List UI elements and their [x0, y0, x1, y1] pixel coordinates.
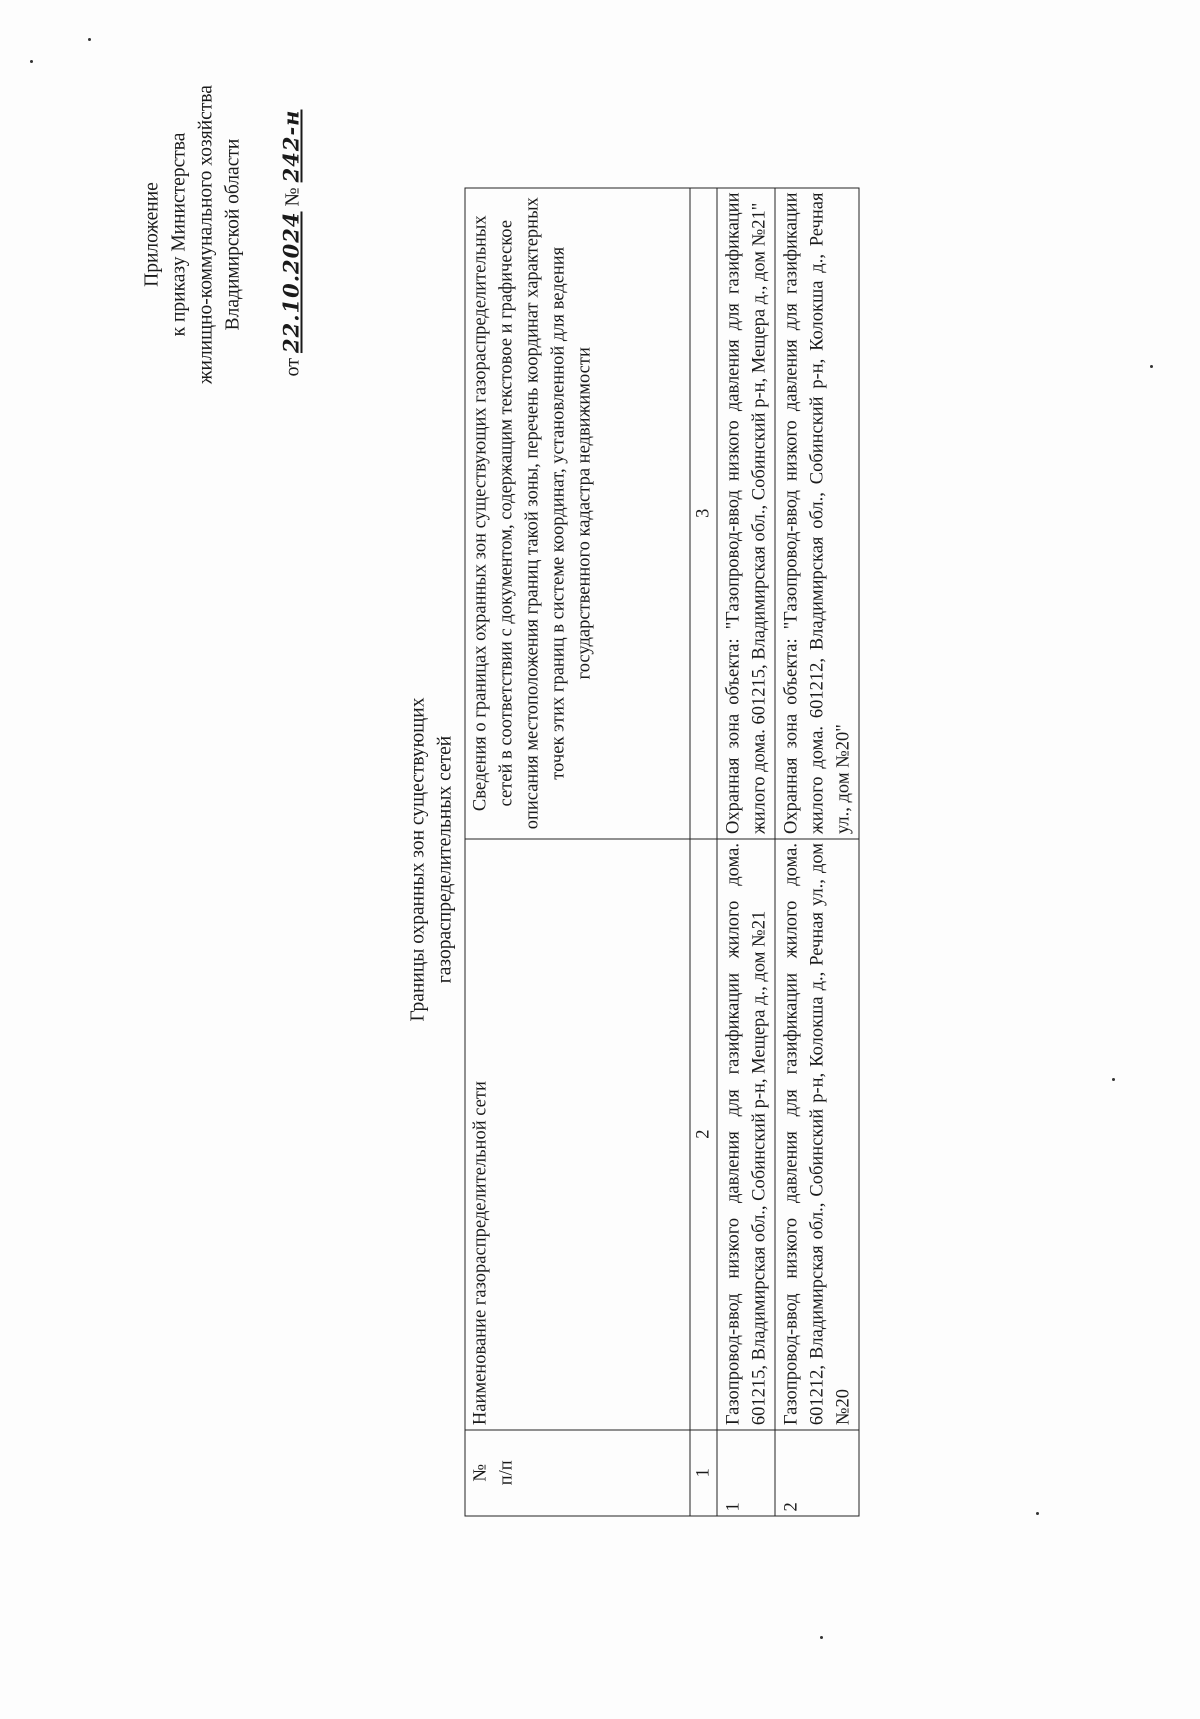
date-prefix: от	[281, 357, 303, 376]
table-header-row	[465, 188, 690, 1516]
order-reference: к приказу Министерства	[168, 132, 189, 336]
network-name: Газопровод-ввод низкого давления для газификации жилого дома. 601215, Владимирская обл., Собинский р-н, Мещера д., дом №21	[717, 838, 775, 1429]
index-cell-1: 1	[690, 1429, 717, 1515]
index-cell-3: 3	[690, 188, 717, 839]
scan-speck	[88, 38, 91, 41]
network-name: Газопровод-ввод низкого давления для газификации жилого дома. 601212, Владимирская обл., Собинский р-н, Колокша д., Речная ул., дом №20	[775, 838, 859, 1429]
index-cell-2: 2	[690, 838, 717, 1429]
scan-speck	[1036, 1512, 1039, 1515]
header-name-cell: Наименование газораспределительной сети	[465, 838, 690, 1429]
zone-info: Охранная зона объекта: "Газопровод-ввод низкого давления для газификации жилого дома. 601215, Владимирская обл., Собинский р-н, Мещера д., дом №21"	[717, 188, 775, 839]
appendix-header	[138, 54, 306, 414]
appendix-label: Приложение	[141, 181, 162, 287]
header-info-cell: Сведения о границах охранных зон существующих газораспределительных сетей в соответствии с документом, содержащим текстовое и графическое описания местоположения границ такой зоны, перечень координат характерных точек этих границ в системе координат, установленной для ведения государственного кадастра недвижимости	[465, 188, 690, 839]
number-sign: №	[281, 186, 303, 206]
row-number: 2	[775, 1429, 859, 1515]
protection-zones-table	[464, 187, 859, 1516]
scan-speck	[1150, 365, 1153, 368]
header-num-sign: №	[470, 1463, 490, 1482]
header-num-abbr: п/п	[496, 1459, 516, 1485]
table-row	[717, 188, 775, 1516]
zone-info: Охранная зона объекта: "Газопровод-ввод низкого давления для газификации жилого дома. 601212, Владимирская обл., Собинский р-н, Колокша д., Речная ул., дом №20"	[775, 188, 859, 839]
ministry-name: жилищно-коммунального хозяйства	[195, 84, 216, 384]
scan-speck	[820, 1636, 823, 1639]
order-date: 22.10.2024	[278, 210, 303, 353]
title-line-2: газораспределительных сетей	[434, 735, 455, 983]
order-date-line	[277, 54, 306, 414]
scan-speck	[30, 60, 33, 63]
region-name: Владимирской области	[222, 138, 243, 330]
order-number: 242-н	[278, 109, 303, 182]
column-index-row	[690, 188, 717, 1516]
row-number: 1	[717, 1429, 775, 1515]
header-num-cell	[465, 1429, 690, 1515]
title-line-1: Границы охранных зон существующих	[407, 697, 428, 1021]
scan-speck	[1112, 1078, 1115, 1081]
document-title	[404, 579, 458, 1139]
table-row	[775, 188, 859, 1516]
